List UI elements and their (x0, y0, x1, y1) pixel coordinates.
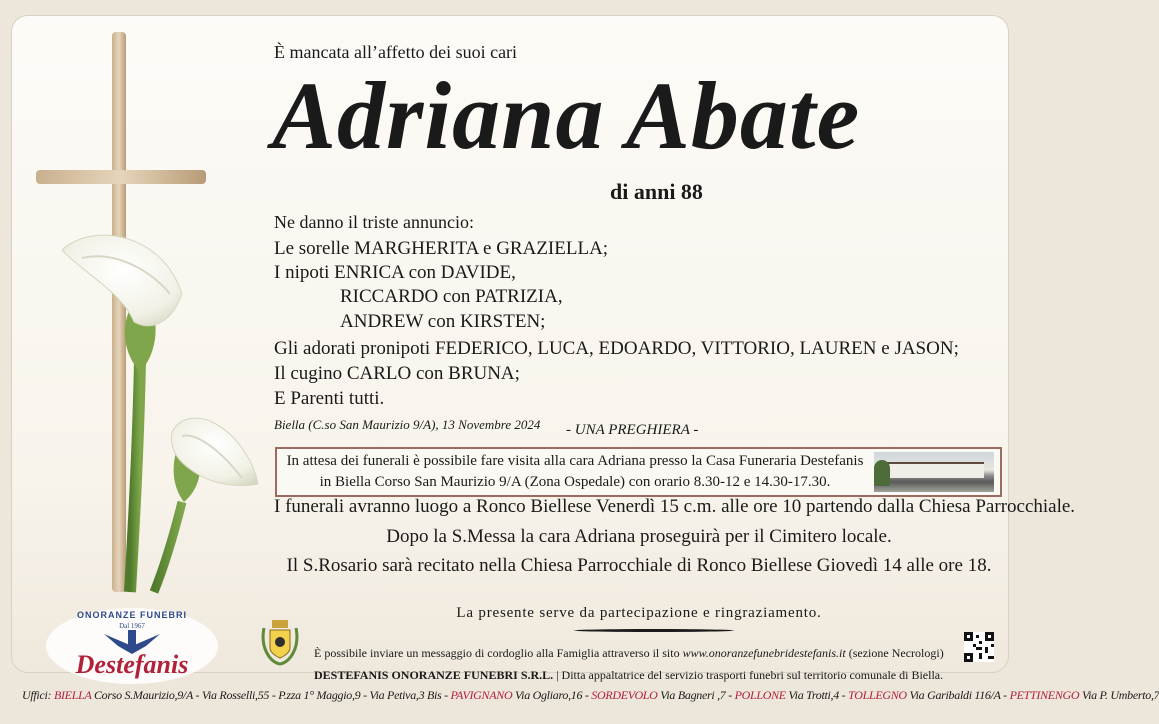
company-info (314, 668, 943, 683)
thanks-text: La presente serve da partecipazione e ringraziamento. (456, 605, 822, 621)
website-link[interactable]: www.onoranzefunebridestefanis.it (682, 646, 846, 660)
funeral-line: Dopo la S.Messa la cara Adriana proseguirà per il Cimitero locale. (386, 526, 892, 547)
relatives-line: RICCARDO con PATRIZIA, (340, 286, 563, 307)
office-address: Via Garibaldi 116/A - (906, 688, 1010, 702)
office-address: Via Ogliaro,16 - (512, 688, 592, 702)
coat-of-arms-icon (260, 618, 300, 666)
footer-label: Uffici: (22, 688, 54, 702)
obituary-card (12, 16, 1076, 682)
relatives-line: Il cugino CARLO con BRUNA; (274, 363, 520, 384)
deceased-name: Adriana Abate (272, 62, 861, 169)
office-city: PAVIGNANO (450, 688, 513, 702)
relatives-line: ANDREW con KIRSTEN; (340, 311, 546, 332)
relatives-line: Gli adorati pronipoti FEDERICO, LUCA, EDOARDO, VITTORIO, LAUREN e JASON; (274, 338, 959, 359)
company-desc: | Ditta appaltatrice del servizio trasporti funebri sul territorio comunale di Biella. (553, 668, 944, 682)
logo-since: Dal 1967 (119, 622, 145, 630)
visit-line: In attesa dei funerali è possibile fare visita alla cara Adriana presso la Casa Funeraria Destefanis (286, 453, 864, 469)
office-city: BIELLA (53, 688, 92, 702)
visit-info-box (275, 447, 1002, 497)
office-city: TOLLEGNO (848, 688, 907, 702)
office-city: SORDEVOLO (591, 688, 658, 702)
office-address: Via P. Umberto,7 (1079, 688, 1159, 702)
intro-text: È mancata all’affetto dei suoi cari (274, 42, 518, 62)
qr-code-icon[interactable] (964, 632, 994, 662)
office-address: Corso S.Maurizio,9/A - Via Rosselli,55 - P.zza 1° Maggio,9 - Via Petiva,3 Bis - (91, 688, 451, 702)
logo-title: ONORANZE FUNEBRI (77, 610, 187, 620)
prayer-text: - UNA PREGHIERA - (566, 422, 699, 438)
message-suffix: (sezione Necrologi) (845, 646, 944, 660)
condolence-message (314, 646, 944, 661)
place-date: Biella (C.so San Maurizio 9/A), 13 Novembre 2024 (274, 417, 541, 432)
destefanis-logo (42, 606, 222, 686)
funeral-line: Il S.Rosario sarà recitato nella Chiesa Parrocchiale di Ronco Biellese Giovedì 14 alle ore 18. (286, 555, 992, 576)
funeral-home-photo (874, 452, 994, 492)
announce-text: Ne danno il triste annuncio: (274, 212, 474, 232)
relatives-line: E Parenti tutti. (274, 388, 385, 409)
cross-lily-illustration (22, 32, 262, 592)
office-address: Via Trotti,4 - (785, 688, 849, 702)
office-address: Via Bagneri ,7 - (657, 688, 735, 702)
message-prefix: È possibile inviare un messaggio di cordoglio alla Famiglia attraverso il sito (314, 646, 683, 660)
cross-horizontal (36, 170, 206, 184)
deceased-age: di anni 88 (610, 179, 703, 204)
cross-vertical (112, 32, 126, 592)
office-city: PETTINENGO (1009, 688, 1080, 702)
funeral-line: I funerali avranno luogo a Ronco Biellese Venerdì 15 c.m. alle ore 10 partendo dalla Chiesa Parrocchiale. (274, 496, 1076, 517)
visit-line: in Biella Corso San Maurizio 9/A (Zona Ospedale) con orario 8.30-12 e 14.30-17.30. (319, 474, 831, 490)
divider (574, 629, 734, 632)
relatives-line: I nipoti ENRICA con DAVIDE, (274, 262, 516, 283)
office-city: POLLONE (734, 688, 786, 702)
logo-brand: Destefanis (75, 650, 189, 679)
offices-footer (22, 688, 1159, 703)
company-name: DESTEFANIS ONORANZE FUNEBRI S.R.L. (314, 668, 554, 682)
relatives-line: Le sorelle MARGHERITA e GRAZIELLA; (274, 238, 609, 259)
